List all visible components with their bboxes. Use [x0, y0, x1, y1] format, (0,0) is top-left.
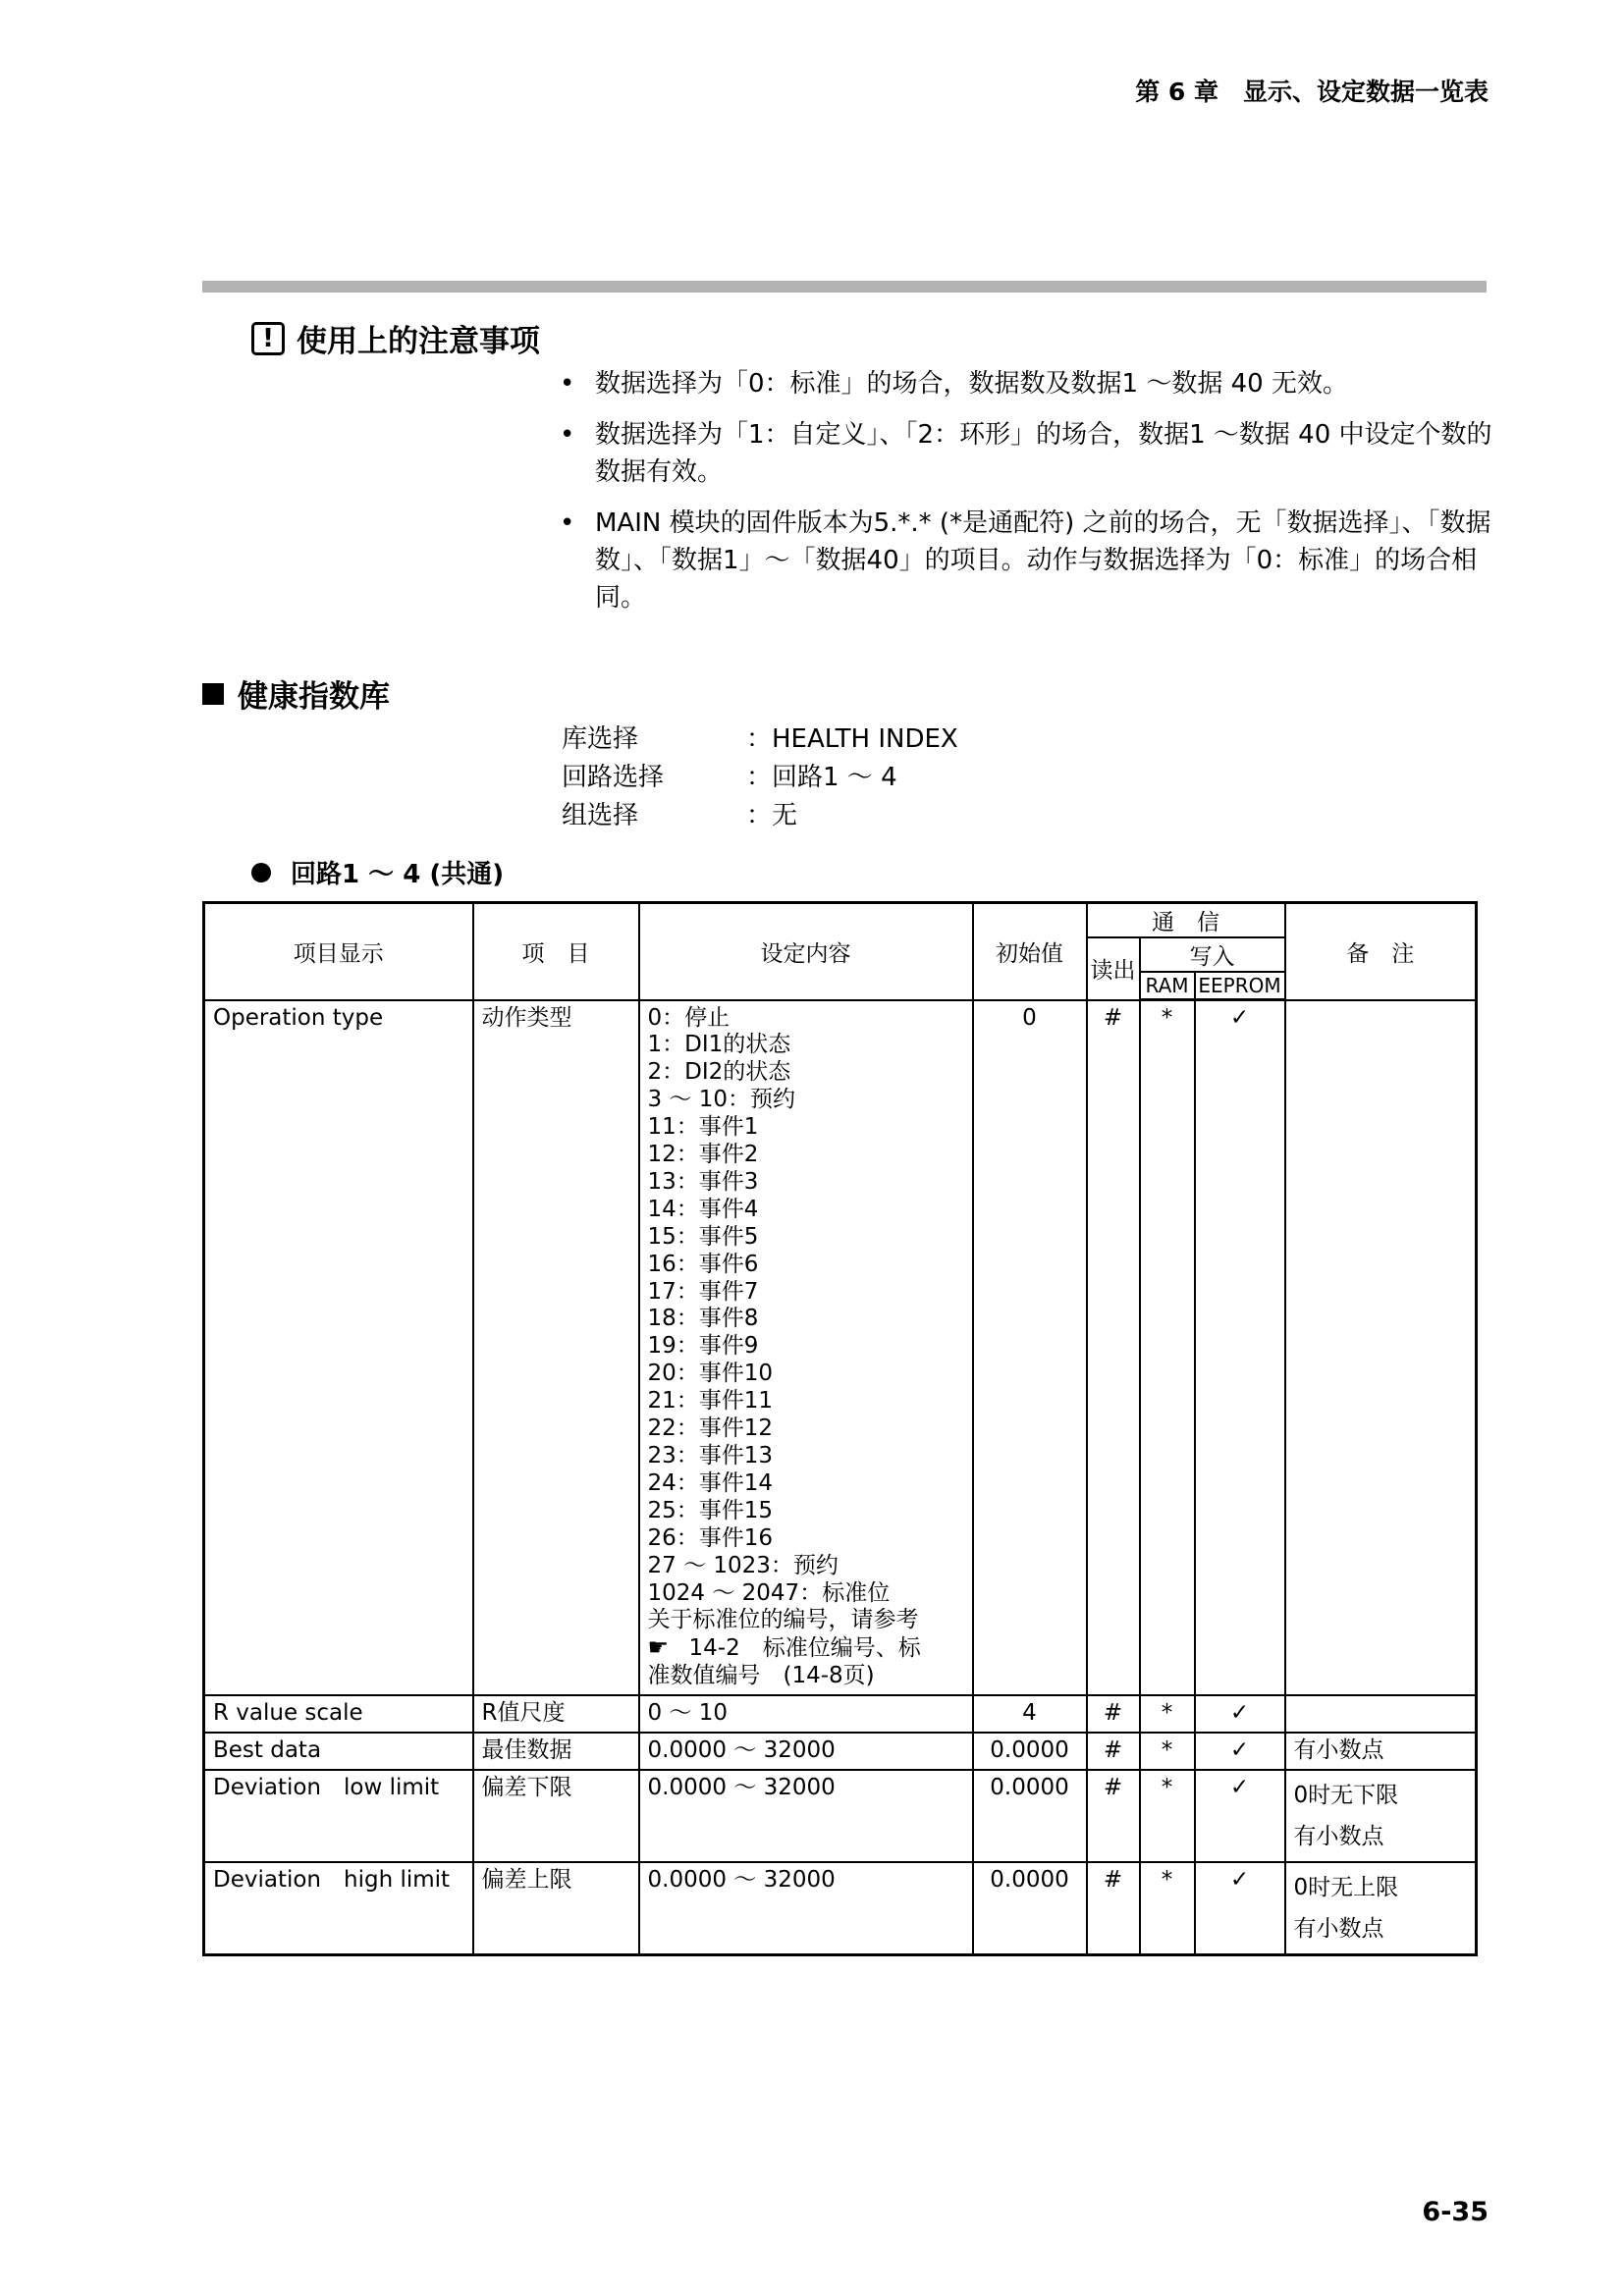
- row-content: 0 ～ 10: [647, 1700, 729, 1727]
- reference-line: [648, 1634, 964, 1663]
- content-line: 27 ～ 1023：预约: [647, 1552, 839, 1578]
- chapter-title: 第 6 章 显示、设定数据一览表: [1135, 78, 1489, 106]
- content-line: 0：停止: [647, 1004, 731, 1031]
- loop-label: 回路选择: [562, 763, 665, 792]
- content-line: 准数值编号 (14-8页): [647, 1663, 875, 1689]
- row-display: Deviation low limit: [213, 1774, 440, 1800]
- selection-info: [562, 721, 958, 835]
- row-eeprom: ✓: [1229, 1866, 1250, 1893]
- content-line: 3 ～ 10：预约: [647, 1087, 796, 1113]
- row-initial: 0.0000: [990, 1774, 1069, 1800]
- row-eeprom: ✓: [1229, 1700, 1250, 1727]
- row-ram: *: [1161, 1866, 1173, 1893]
- row-eeprom: ✓: [1229, 1737, 1250, 1764]
- row-display: Operation type: [213, 1004, 384, 1031]
- table-row: [204, 1695, 1477, 1733]
- page-number: 6-35: [1422, 2197, 1489, 2227]
- row-remarks: 0时无上限 有小数点: [1293, 1874, 1399, 1942]
- reference-link[interactable]: 14-2 标准位编号、标: [688, 1635, 921, 1662]
- row-item: 偏差下限: [481, 1774, 572, 1800]
- header-ram: RAM: [1140, 972, 1195, 1000]
- settings-table: [202, 901, 1478, 1956]
- header-read: 读出: [1087, 937, 1140, 1000]
- row-ram: *: [1161, 1737, 1173, 1764]
- row-eeprom: ✓: [1229, 1005, 1250, 1031]
- content-line: 12：事件2: [647, 1142, 759, 1168]
- content-line: 21：事件11: [647, 1388, 774, 1415]
- header-display: 项目显示: [204, 903, 473, 1000]
- row-display: R value scale: [213, 1700, 363, 1727]
- row-read: #: [1103, 1737, 1123, 1764]
- content-line: 22：事件12: [647, 1415, 774, 1442]
- content-line: 25：事件15: [647, 1497, 774, 1523]
- header-content: 设定内容: [639, 903, 973, 1000]
- caution-notes: [558, 365, 1495, 630]
- library-value: ：HEALTH INDEX: [746, 724, 958, 754]
- note-item: • 数据选择为「0：标准」的场合，数据数及数据1 ～数据 40 无效。: [558, 365, 1495, 402]
- row-ram: *: [1161, 1005, 1173, 1031]
- content-line: 16：事件6: [647, 1251, 759, 1277]
- content-line: 13：事件3: [647, 1168, 759, 1195]
- section-heading: [202, 671, 390, 716]
- row-read: #: [1103, 1700, 1123, 1727]
- section-divider: [202, 281, 1487, 293]
- row-read: #: [1103, 1866, 1123, 1893]
- row-content: [640, 1001, 972, 1695]
- content-line: 24：事件14: [647, 1469, 774, 1496]
- content-line: 17：事件7: [647, 1278, 759, 1305]
- table-row: [204, 1862, 1477, 1955]
- note-item: • 数据选择为「1：自定义」、「2：环形」的场合，数据1 ～数据 40 中设定个数的数据有效。: [558, 416, 1495, 491]
- row-initial: 4: [1022, 1700, 1037, 1727]
- row-item: 偏差上限: [481, 1866, 572, 1893]
- table-row: [204, 1733, 1477, 1770]
- loop-value: ：回路1 ～ 4: [746, 763, 897, 792]
- row-read: #: [1103, 1004, 1123, 1031]
- group-value: ：无: [746, 801, 798, 830]
- bullet-icon: •: [560, 420, 575, 450]
- header-comm: 通 信: [1087, 903, 1285, 938]
- group-label: 组选择: [562, 801, 639, 830]
- table-row: [204, 1770, 1477, 1862]
- row-read: #: [1103, 1774, 1123, 1800]
- exclamation-icon: !: [251, 322, 285, 355]
- content-line: 20：事件10: [647, 1361, 774, 1387]
- content-line: 1024 ～ 2047：标准位: [647, 1579, 891, 1606]
- row-ram: *: [1161, 1774, 1173, 1800]
- content-line: 关于标准位的编号，请参考: [647, 1607, 919, 1633]
- library-label: 库选择: [562, 724, 639, 754]
- note-item: • MAIN 模块的固件版本为5.*.* (*是通配符) 之前的场合，无「数据选择」、「数据数」、「数据1」～「数据40」的项目。动作与数据选择为「0：标准」的场合相同。: [558, 505, 1495, 616]
- content-line: 2：DI2的状态: [647, 1059, 791, 1086]
- content-line: 11：事件1: [647, 1114, 759, 1141]
- row-initial: 0.0000: [990, 1866, 1069, 1893]
- bullet-icon: •: [560, 369, 575, 399]
- content-line: 1：DI1的状态: [647, 1032, 791, 1058]
- content-line: 23：事件13: [647, 1443, 774, 1468]
- content-line: 15：事件5: [647, 1223, 759, 1250]
- row-ram: *: [1161, 1700, 1173, 1727]
- header-eeprom: EEPROM: [1195, 972, 1285, 1000]
- pointing-hand-icon: ☛: [647, 1633, 670, 1662]
- header-write: 写入: [1140, 937, 1285, 972]
- row-content: 0.0000 ～ 32000: [647, 1774, 836, 1800]
- caution-title: 使用上的注意事项: [297, 324, 540, 359]
- row-display: Deviation high limit: [213, 1866, 451, 1893]
- row-item: 最佳数据: [481, 1737, 572, 1764]
- content-line: 18：事件8: [647, 1306, 759, 1332]
- row-initial: 0: [1022, 1004, 1037, 1031]
- header-remarks: 备 注: [1285, 903, 1477, 1000]
- row-remarks: [1286, 1001, 1476, 1009]
- row-remarks: 0时无下限 有小数点: [1293, 1782, 1399, 1849]
- content-line: 14：事件4: [647, 1196, 759, 1222]
- subsection-title: 回路1 ～ 4 (共通): [291, 860, 505, 889]
- row-initial: 0.0000: [990, 1737, 1069, 1764]
- row-content: 0.0000 ～ 32000: [647, 1737, 836, 1764]
- caution-heading: [251, 316, 540, 360]
- content-line: 26：事件16: [647, 1524, 774, 1551]
- square-bullet-icon: [202, 683, 224, 705]
- circle-bullet-icon: [251, 863, 271, 882]
- header-initial: 初始值: [973, 903, 1087, 1000]
- row-item: 动作类型: [481, 1004, 572, 1031]
- row-display: Best data: [213, 1737, 322, 1764]
- row-eeprom: ✓: [1229, 1774, 1250, 1800]
- section-title: 健康指数库: [238, 679, 390, 715]
- content-line: 19：事件9: [647, 1333, 759, 1360]
- row-remarks: [1286, 1696, 1476, 1704]
- subsection-heading: [251, 854, 504, 890]
- row-item: R值尺度: [481, 1700, 566, 1727]
- table-row: [204, 1000, 1477, 1696]
- header-item: 项 目: [473, 903, 639, 1000]
- row-remarks: 有小数点: [1293, 1737, 1384, 1764]
- bullet-icon: •: [560, 508, 575, 538]
- row-content: 0.0000 ～ 32000: [647, 1866, 836, 1893]
